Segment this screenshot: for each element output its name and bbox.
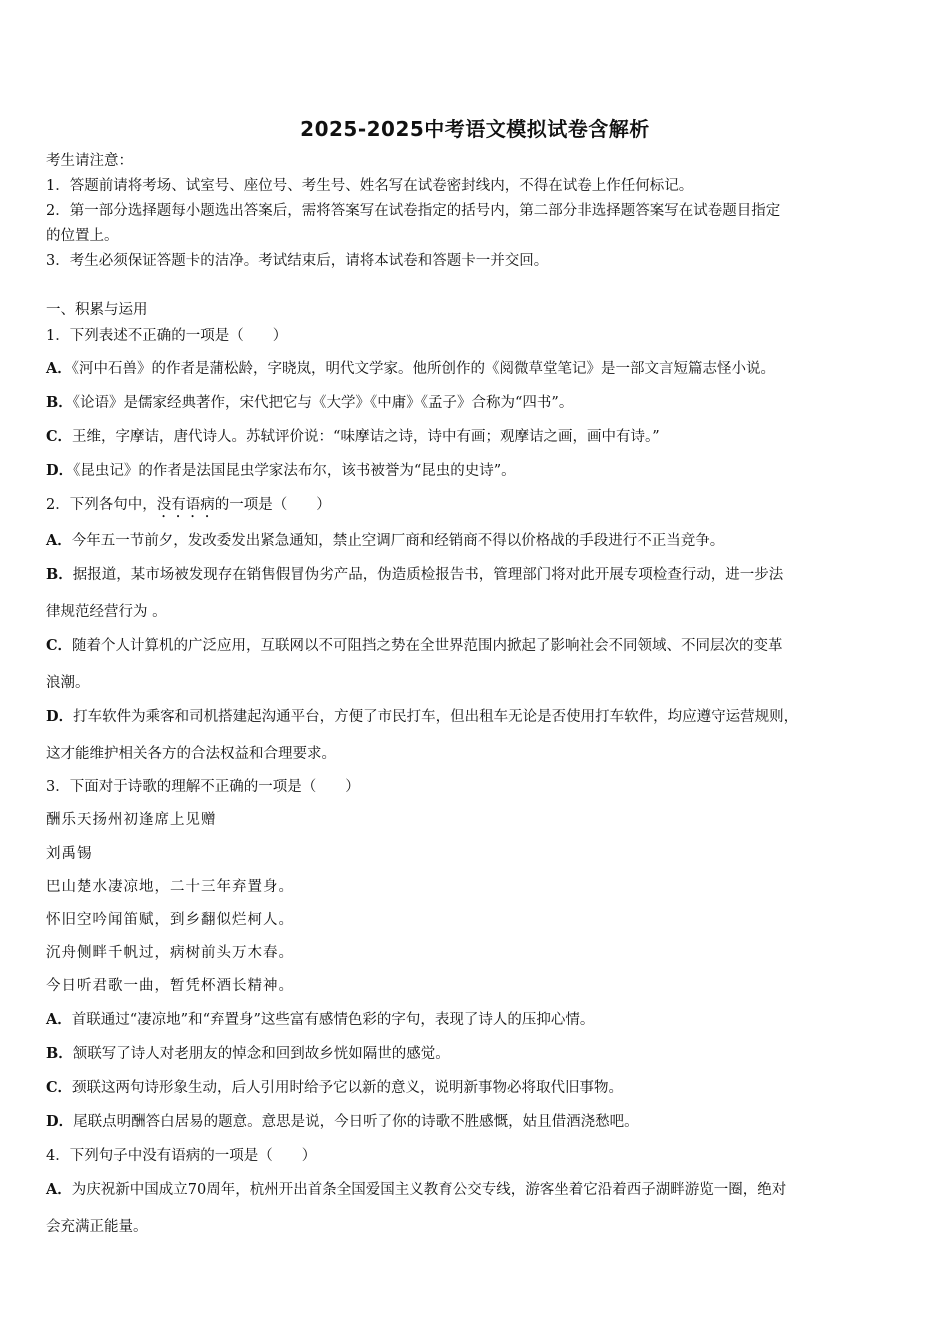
question-2-stem [46, 495, 331, 521]
q2-option-c-cont: 浪潮。 [46, 675, 90, 691]
option-key: C． [46, 428, 73, 445]
q2-option-a [46, 531, 724, 551]
option-key: D． [46, 708, 74, 725]
section-heading: 一、积累与运用 [46, 302, 148, 318]
option-text: 王维，字摩诘，唐代诗人。苏轼评价说：“味摩诘之诗，诗中有画；观摩诘之画，画中有诗。” [72, 429, 660, 445]
q3-option-a [46, 1010, 594, 1030]
notice-heading: 考生请注意： [46, 153, 133, 169]
option-key: D． [46, 462, 74, 479]
option-text: 《河中石兽》的作者是蒲松龄，字晓岚，明代文学家。他所创作的《阅微草堂笔记》是一部文言短篇志怪小说。 [71, 361, 776, 377]
notice-line: 的位置上。 [46, 228, 119, 244]
option-key: C． [46, 637, 73, 654]
q2-option-b [46, 565, 783, 585]
option-text: 《论语》是儒家经典著作，宋代把它与《大学》《中庸》《孟子》合称为“四书”。 [72, 395, 574, 411]
notice-line: 1．答题前请将考场、试室号、座位号、考生号、姓名写在试卷密封线内，不得在试卷上作任何标记。 [46, 178, 694, 194]
poem-line: 巴山楚水凄凉地，二十三年弃置身。 [46, 879, 294, 895]
poem-line: 今日听君歌一曲，暂凭杯酒长精神。 [46, 978, 294, 994]
poem-line: 沉舟侧畔千帆过，病树前头万木春。 [46, 945, 294, 961]
notice-line: 3．考生必须保证答题卡的洁净。考试结束后，请将本试卷和答题卡一并交回。 [46, 253, 549, 269]
option-key: A． [46, 532, 72, 549]
q3-option-b [46, 1044, 450, 1064]
option-text: 今年五一节前夕，发改委发出紧急通知，禁止空调厂商和经销商不得以价格战的手段进行不正当竞争。 [71, 533, 725, 549]
option-key: A． [46, 1011, 72, 1028]
q1-option-b [46, 393, 573, 413]
page-title: 2025-2025中考语文模拟试卷含解析 [300, 117, 650, 141]
q2-option-b-cont: 律规范经营行为 。 [46, 604, 167, 620]
stem-text: 2．下列各句中， [46, 497, 157, 513]
q2-option-d-cont: 这才能维护相关各方的合法权益和合理要求。 [46, 746, 336, 762]
option-key: A． [46, 360, 72, 377]
option-text: 首联通过“凄凉地”和“弃置身”这些富有感情色彩的字句，表现了诗人的压抑心情。 [71, 1012, 595, 1028]
q1-option-c [46, 427, 660, 447]
option-text: 打车软件为乘客和司机搭建起沟通平台，方便了市民打车，但出租车无论是否使用打车软件，均应遵守运营规则， [73, 709, 799, 725]
stem-text: 的一项是（ ） [214, 497, 331, 513]
option-key: C． [46, 1079, 73, 1096]
q4-option-a [46, 1180, 786, 1200]
option-key: A． [46, 1181, 72, 1198]
poem-line: 怀旧空吟闻笛赋，到乡翻似烂柯人。 [46, 912, 294, 928]
option-key: B． [46, 566, 73, 583]
notice-line: 2．第一部分选择题每小题选出答案后，需将答案写在试卷指定的括号内，第二部分非选择题答案写在试卷题目指定 [46, 203, 781, 219]
poem-title: 酬乐天扬州初逢席上见赠 [46, 812, 217, 828]
q3-option-c [46, 1078, 623, 1098]
emphasis-text: 没有语病 [156, 497, 215, 513]
q1-option-a [46, 359, 775, 379]
option-text: 颈联这两句诗形象生动，后人引用时给予它以新的意义，说明新事物必将取代旧事物。 [72, 1080, 624, 1096]
question-4-stem: 4．下列句子中没有语病的一项是（ ） [46, 1148, 317, 1164]
question-1-stem: 1．下列表述不正确的一项是（ ） [46, 328, 288, 344]
option-text: 《昆虫记》的作者是法国昆虫学家法布尔，该书被誉为“昆虫的史诗”。 [73, 463, 516, 479]
q2-option-c [46, 636, 783, 656]
q1-option-d [46, 461, 516, 481]
option-key: B． [46, 394, 73, 411]
option-key: B． [46, 1045, 73, 1062]
question-3-stem: 3．下面对于诗歌的理解不正确的一项是（ ） [46, 779, 360, 795]
poem-author: 刘禹锡 [46, 846, 93, 862]
option-text: 为庆祝新中国成立70周年，杭州开出首条全国爱国主义教育公交专线，游客坐着它沿着西子湖畔游览一圈，绝对 [71, 1182, 787, 1198]
q3-option-d [46, 1112, 639, 1132]
option-text: 据报道，某市场被发现存在销售假冒伪劣产品，伪造质检报告书，管理部门将对此开展专项检查行动，进一步法 [72, 567, 784, 583]
option-text: 随着个人计算机的广泛应用，互联网以不可阻挡之势在全世界范围内掀起了影响社会不同领域、不同层次的变革 [72, 638, 783, 654]
q2-option-d [46, 707, 798, 727]
option-text: 颔联写了诗人对老朋友的悼念和回到故乡恍如隔世的感觉。 [72, 1046, 450, 1062]
option-text: 尾联点明酬答白居易的题意。意思是说，今日听了你的诗歌不胜感慨，姑且借酒浇愁吧。 [73, 1114, 639, 1130]
q4-option-a-cont: 会充满正能量。 [46, 1219, 148, 1235]
option-key: D． [46, 1113, 74, 1130]
